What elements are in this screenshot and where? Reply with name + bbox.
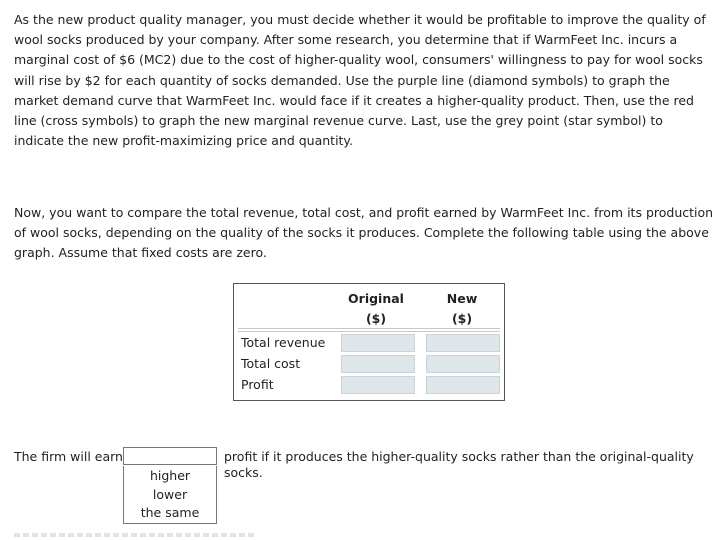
header-divider (238, 328, 500, 332)
statement-prefix: The firm will earn (14, 449, 123, 464)
statement-suffix: profit if it produces the higher-quality socks rather than the original-quality socks. (224, 449, 694, 480)
profit-new-input[interactable] (426, 376, 500, 394)
intro-paragraph: As the new product quality manager, you must decide whether it would be profitable to improve the quality of wool socks produced by your company. After some research, you determine that if WarmFeet Inc. incurs a marginal cost of $6 (MC2) due to the cost of higher-quality wool, consumers' willingness to pay for wool socks will rise by $2 for each quantity of socks demanded. Use the purple line (diamond symbols) to graph the market demand curve that WarmFeet Inc. would face if it creates a higher-quality product. Then, use the red line (cross symbols) to graph the new marginal revenue curve. Last, use the grey point (star symbol) to indicate the new profit-maximizing price and quantity. (14, 12, 706, 149)
total-revenue-new-input[interactable] (426, 334, 500, 352)
option-the-same[interactable]: the same (140, 505, 200, 520)
row-label-total-revenue: Total revenue (241, 335, 326, 350)
profit-table (233, 283, 505, 401)
row-label-total-cost: Total cost (241, 356, 301, 371)
col-header-new (422, 289, 502, 329)
col-header-new-unit: ($) (451, 311, 473, 326)
total-cost-original-input[interactable] (341, 355, 415, 373)
col-header-original-title: Original (348, 291, 404, 306)
col-header-original-unit: ($) (365, 311, 387, 326)
compare-paragraph: Now, you want to compare the total revenue, total cost, and profit earned by WarmFeet Inc. from its production of wool socks, depending on the quality of the socks it produces. Complete the following table using the above graph. Assume that fixed costs are zero. (14, 205, 714, 261)
col-header-original (336, 289, 416, 329)
option-higher[interactable]: higher (149, 468, 191, 483)
col-header-new-title: New (446, 291, 478, 306)
total-cost-new-input[interactable] (426, 355, 500, 373)
row-label-profit: Profit (241, 377, 274, 392)
profit-comparison-options (123, 466, 217, 524)
option-lower[interactable]: lower (152, 487, 188, 502)
faded-text-line (14, 533, 254, 537)
profit-comparison-dropdown[interactable] (123, 447, 217, 465)
total-revenue-original-input[interactable] (341, 334, 415, 352)
profit-original-input[interactable] (341, 376, 415, 394)
